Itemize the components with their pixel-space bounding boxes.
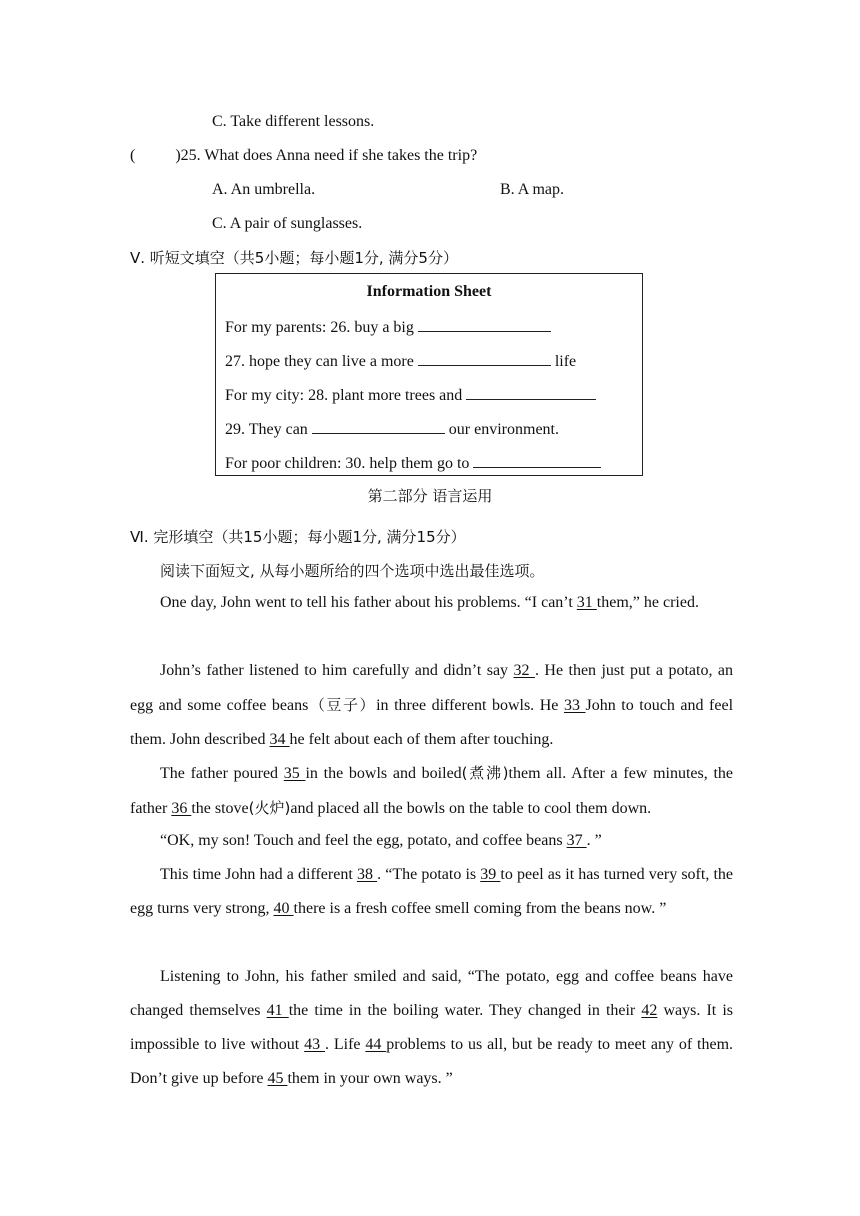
- passage-text: to peel as it has turned very soft, the egg turns very strong,: [130, 866, 734, 917]
- part-2-heading: 第二部分 语言运用: [367, 487, 493, 505]
- cloze-blank: 32: [513, 662, 535, 679]
- q24-option-c: C. Take different lessons.: [212, 113, 375, 130]
- passage-text: problems to us all, but be ready to meet any of them. Don’t give up before: [130, 1036, 734, 1087]
- fill-blank-26: [418, 317, 551, 332]
- section-5-heading: Ⅴ. 听短文填空（共5小题；每小题1分, 满分5分）: [130, 249, 458, 267]
- info-row-text: For my city: 28. plant more trees and: [225, 387, 467, 404]
- chinese-gloss: (火炉): [248, 799, 291, 817]
- question-25: [130, 146, 477, 166]
- passage-paragraph: [130, 586, 733, 620]
- cloze-blank: 31: [576, 594, 597, 611]
- passage-text: he felt about each of them after touching.: [289, 731, 554, 748]
- passage-text: . ”: [586, 832, 602, 849]
- passage-text: them,” he cried.: [596, 594, 699, 611]
- info-row-text: For poor children: 30. help them go to: [225, 455, 474, 472]
- cloze-blank: 38: [356, 866, 378, 883]
- passage-text: them all. After a few minutes, the father: [130, 765, 733, 817]
- passage-text: ways. It is impossible to live without: [130, 1002, 734, 1053]
- passage-text: Listening to John, his father smiled and said, “The potato, egg and coffee beans have changed themselves: [130, 968, 733, 1019]
- passage-paragraph: [130, 654, 733, 757]
- passage-text: them in your own ways. ”: [287, 1070, 453, 1087]
- fill-blank-30: [473, 453, 601, 468]
- passage-text: . He then just put a potato, an egg and some coffee beans: [130, 662, 734, 714]
- cloze-blank: 42: [641, 1002, 658, 1019]
- chinese-gloss: （豆子）: [308, 696, 377, 714]
- info-row-28: [225, 385, 596, 406]
- cloze-blank: 36: [171, 800, 192, 817]
- answer-paren: ( ): [130, 147, 181, 164]
- passage-paragraph: [130, 824, 733, 858]
- fill-blank-27: [418, 351, 551, 366]
- chinese-gloss: (煮沸): [461, 764, 509, 782]
- information-sheet-title: Information Sheet: [366, 283, 492, 300]
- passage-paragraph: [130, 960, 733, 1096]
- cloze-blank: 45: [267, 1070, 288, 1087]
- cloze-blank: 41: [266, 1002, 289, 1019]
- cloze-blank: 43: [304, 1036, 325, 1053]
- cloze-blank: 34: [269, 731, 290, 748]
- q25-option-a: A. An umbrella.: [212, 181, 316, 198]
- passage-paragraph: [130, 858, 733, 926]
- information-sheet: [215, 273, 643, 476]
- cloze-blank: 35: [283, 765, 306, 782]
- passage-text: in the bowls and boiled: [305, 765, 462, 782]
- section-6-heading: Ⅵ. 完形填空（共15小题；每小题1分, 满分15分）: [130, 528, 466, 546]
- info-row-text: For my parents: 26. buy a big: [225, 319, 418, 336]
- passage-text: in three different bowls. He: [376, 697, 564, 714]
- info-row-text: 29. They can: [225, 421, 312, 438]
- passage-text: . Life: [325, 1036, 366, 1053]
- q25-option-c: C. A pair of sunglasses.: [212, 215, 363, 232]
- passage-paragraph: [130, 756, 733, 826]
- info-row-29: [225, 419, 559, 440]
- info-row-text: 27. hope they can live a more: [225, 353, 418, 370]
- info-row-26: [225, 317, 551, 338]
- passage-text: John’s father listened to him carefully and didn’t say: [160, 662, 514, 679]
- passage-text: This time John had a different: [160, 866, 357, 883]
- instruction: 阅读下面短文, 从每小题所给的四个选项中选出最佳选项。: [160, 562, 545, 580]
- passage-text: the stove: [191, 800, 249, 817]
- passage-text: . “The potato is: [377, 866, 481, 883]
- passage-text: John to touch and feel them. John described: [130, 697, 734, 748]
- q25-option-b: B. A map.: [500, 181, 565, 198]
- cloze-blank: 37: [566, 832, 587, 849]
- passage-text: The father poured: [160, 765, 284, 782]
- fill-blank-28: [466, 385, 596, 400]
- info-row-27: [225, 351, 576, 372]
- info-row-30: [225, 453, 601, 474]
- passage-text: there is a fresh coffee smell coming from the beans now. ”: [293, 900, 667, 917]
- cloze-blank: 40: [273, 900, 294, 917]
- cloze-blank: 33: [563, 697, 586, 714]
- passage-text: “OK, my son! Touch and feel the egg, potato, and coffee beans: [160, 832, 567, 849]
- passage-text: the time in the boiling water. They changed in their: [288, 1002, 642, 1019]
- passage-text: and placed all the bowls on the table to cool them down.: [290, 800, 652, 817]
- fill-blank-29: [312, 419, 445, 434]
- info-row-text-after: life: [550, 353, 577, 370]
- cloze-blank: 44: [365, 1036, 387, 1053]
- cloze-blank: 39: [480, 866, 501, 883]
- info-row-text-after: our environment.: [444, 421, 559, 438]
- passage-text: One day, John went to tell his father about his problems. “I can’t: [160, 594, 577, 611]
- question-text: 25. What does Anna need if she takes the trip?: [180, 147, 478, 164]
